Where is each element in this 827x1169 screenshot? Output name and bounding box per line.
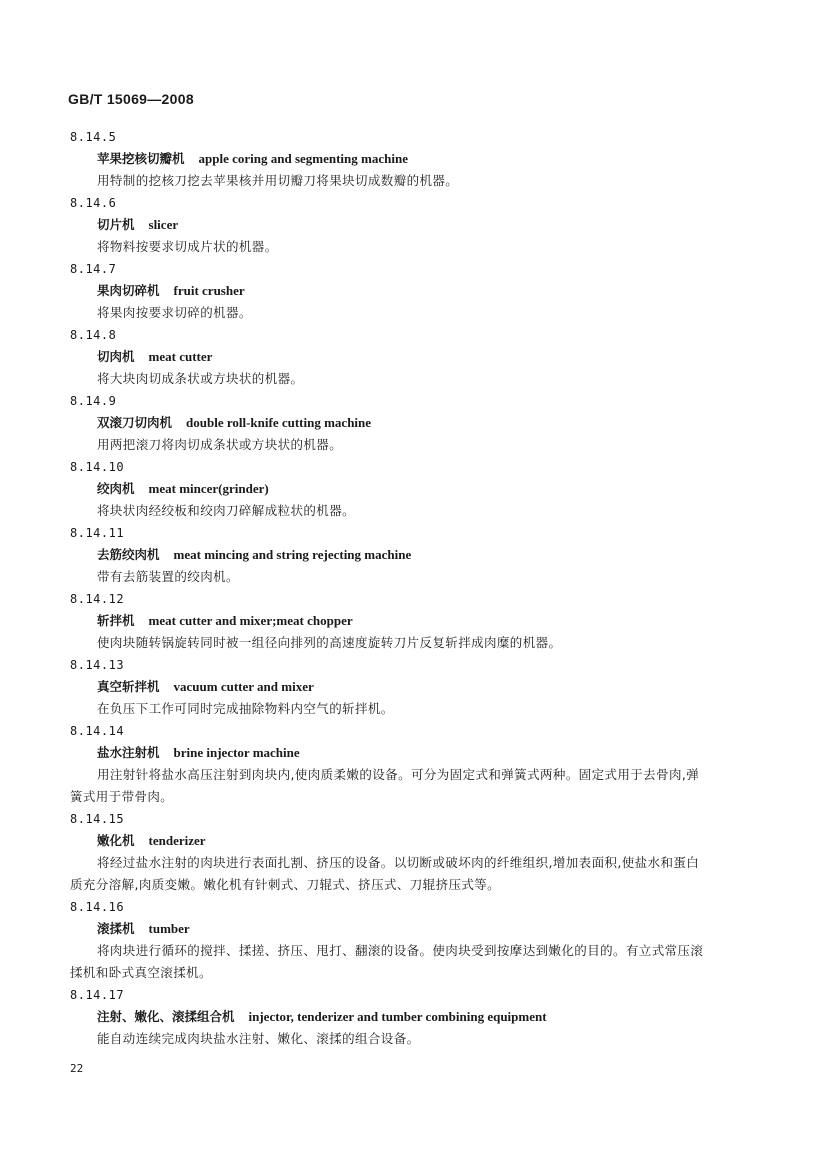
term-definition: 将大块肉切成条状或方块状的机器。 [97, 371, 304, 386]
term-title [97, 918, 827, 940]
term-english: meat mincing and string rejecting machine [173, 547, 412, 562]
term-chinese: 斩拌机 [97, 613, 135, 628]
term-definition: 将块状肉经绞板和绞肉刀碎解成粒状的机器。 [97, 503, 356, 518]
entry-number: 8.14.16 [70, 900, 125, 914]
entry-number: 8.14.15 [70, 812, 125, 826]
term-title [97, 676, 827, 698]
term-chinese: 去筋绞肉机 [97, 547, 160, 562]
term-entry [0, 808, 827, 896]
term-title [97, 478, 827, 500]
term-title [97, 830, 827, 852]
term-english: meat cutter and mixer;meat chopper [148, 613, 353, 628]
term-chinese: 苹果挖核切瓣机 [97, 151, 185, 166]
term-entry [0, 588, 827, 654]
term-definition: 用特制的挖核刀挖去苹果核并用切瓣刀将果块切成数瓣的机器。 [97, 173, 459, 188]
standard-code-header: GB/T 15069—2008 [68, 91, 194, 107]
term-definition: 带有去筋装置的绞肉机。 [97, 569, 239, 584]
term-chinese: 滚揉机 [97, 921, 135, 936]
term-chinese: 切肉机 [97, 349, 135, 364]
term-title [97, 610, 827, 632]
term-definition: 用注射针将盐水高压注射到肉块内,使肉质柔嫩的设备。可分为固定式和弹簧式两种。固定式用于去骨肉,弹簧式用于带骨肉。 [70, 767, 700, 804]
term-entry [0, 522, 827, 588]
term-english: meat cutter [148, 349, 213, 364]
term-definition: 将经过盐水注射的肉块进行表面扎割、挤压的设备。以切断或破坏肉的纤维组织,增加表面积,使盐水和蛋白质充分溶解,肉质变嫩。嫩化机有针刺式、刀辊式、挤压式、刀辊挤压式等。 [70, 855, 700, 892]
term-english: apple coring and segmenting machine [198, 151, 408, 166]
term-definition: 将果肉按要求切碎的机器。 [97, 305, 252, 320]
term-definition: 将肉块进行循环的搅拌、揉搓、挤压、甩打、翻滚的设备。使肉块受到按摩达到嫩化的目的。有立式常压滚揉机和卧式真空滚揉机。 [70, 943, 704, 980]
term-english: brine injector machine [173, 745, 300, 760]
term-entries [0, 126, 827, 1050]
term-english: injector, tenderizer and tumber combining equipment [248, 1009, 547, 1024]
term-title [97, 544, 827, 566]
term-title [97, 742, 827, 764]
term-chinese: 注射、嫩化、滚揉组合机 [97, 1009, 235, 1024]
entry-number: 8.14.12 [70, 592, 125, 606]
term-english: tumber [148, 921, 190, 936]
term-entry [0, 984, 827, 1050]
page-number: 22 [70, 1062, 84, 1075]
term-entry [0, 324, 827, 390]
term-entry [0, 896, 827, 984]
term-entry [0, 654, 827, 720]
term-title [97, 412, 827, 434]
term-entry [0, 192, 827, 258]
entry-number: 8.14.17 [70, 988, 125, 1002]
term-title [97, 280, 827, 302]
term-title [97, 1006, 827, 1028]
term-definition: 使肉块随转锅旋转同时被一组径向排列的高速度旋转刀片反复斩拌成肉糜的机器。 [97, 635, 562, 650]
entry-number: 8.14.13 [70, 658, 125, 672]
term-chinese: 真空斩拌机 [97, 679, 160, 694]
term-entry [0, 258, 827, 324]
term-definition: 在负压下工作可同时完成抽除物料内空气的斩拌机。 [97, 701, 394, 716]
term-title [97, 148, 827, 170]
term-definition: 将物料按要求切成片状的机器。 [97, 239, 278, 254]
entry-number: 8.14.7 [70, 262, 117, 276]
term-entry [0, 720, 827, 808]
term-english: double roll-knife cutting machine [186, 415, 372, 430]
term-chinese: 双滚刀切肉机 [97, 415, 173, 430]
entry-number: 8.14.9 [70, 394, 117, 408]
entry-number: 8.14.10 [70, 460, 125, 474]
term-entry [0, 126, 827, 192]
term-english: slicer [148, 217, 179, 232]
term-chinese: 果肉切碎机 [97, 283, 160, 298]
term-english: fruit crusher [173, 283, 245, 298]
term-title [97, 214, 827, 236]
term-definition: 用两把滚刀将肉切成条状或方块状的机器。 [97, 437, 343, 452]
term-chinese: 切片机 [97, 217, 135, 232]
term-english: vacuum cutter and mixer [173, 679, 314, 694]
entry-number: 8.14.8 [70, 328, 117, 342]
term-chinese: 绞肉机 [97, 481, 135, 496]
term-english: tenderizer [148, 833, 206, 848]
entry-number: 8.14.6 [70, 196, 117, 210]
term-chinese: 盐水注射机 [97, 745, 160, 760]
term-title [97, 346, 827, 368]
term-chinese: 嫩化机 [97, 833, 135, 848]
entry-number: 8.14.11 [70, 526, 125, 540]
term-entry [0, 456, 827, 522]
entry-number: 8.14.14 [70, 724, 125, 738]
term-english: meat mincer(grinder) [148, 481, 269, 496]
entry-number: 8.14.5 [70, 130, 117, 144]
term-definition: 能自动连续完成肉块盐水注射、嫩化、滚揉的组合设备。 [97, 1031, 420, 1046]
term-entry [0, 390, 827, 456]
